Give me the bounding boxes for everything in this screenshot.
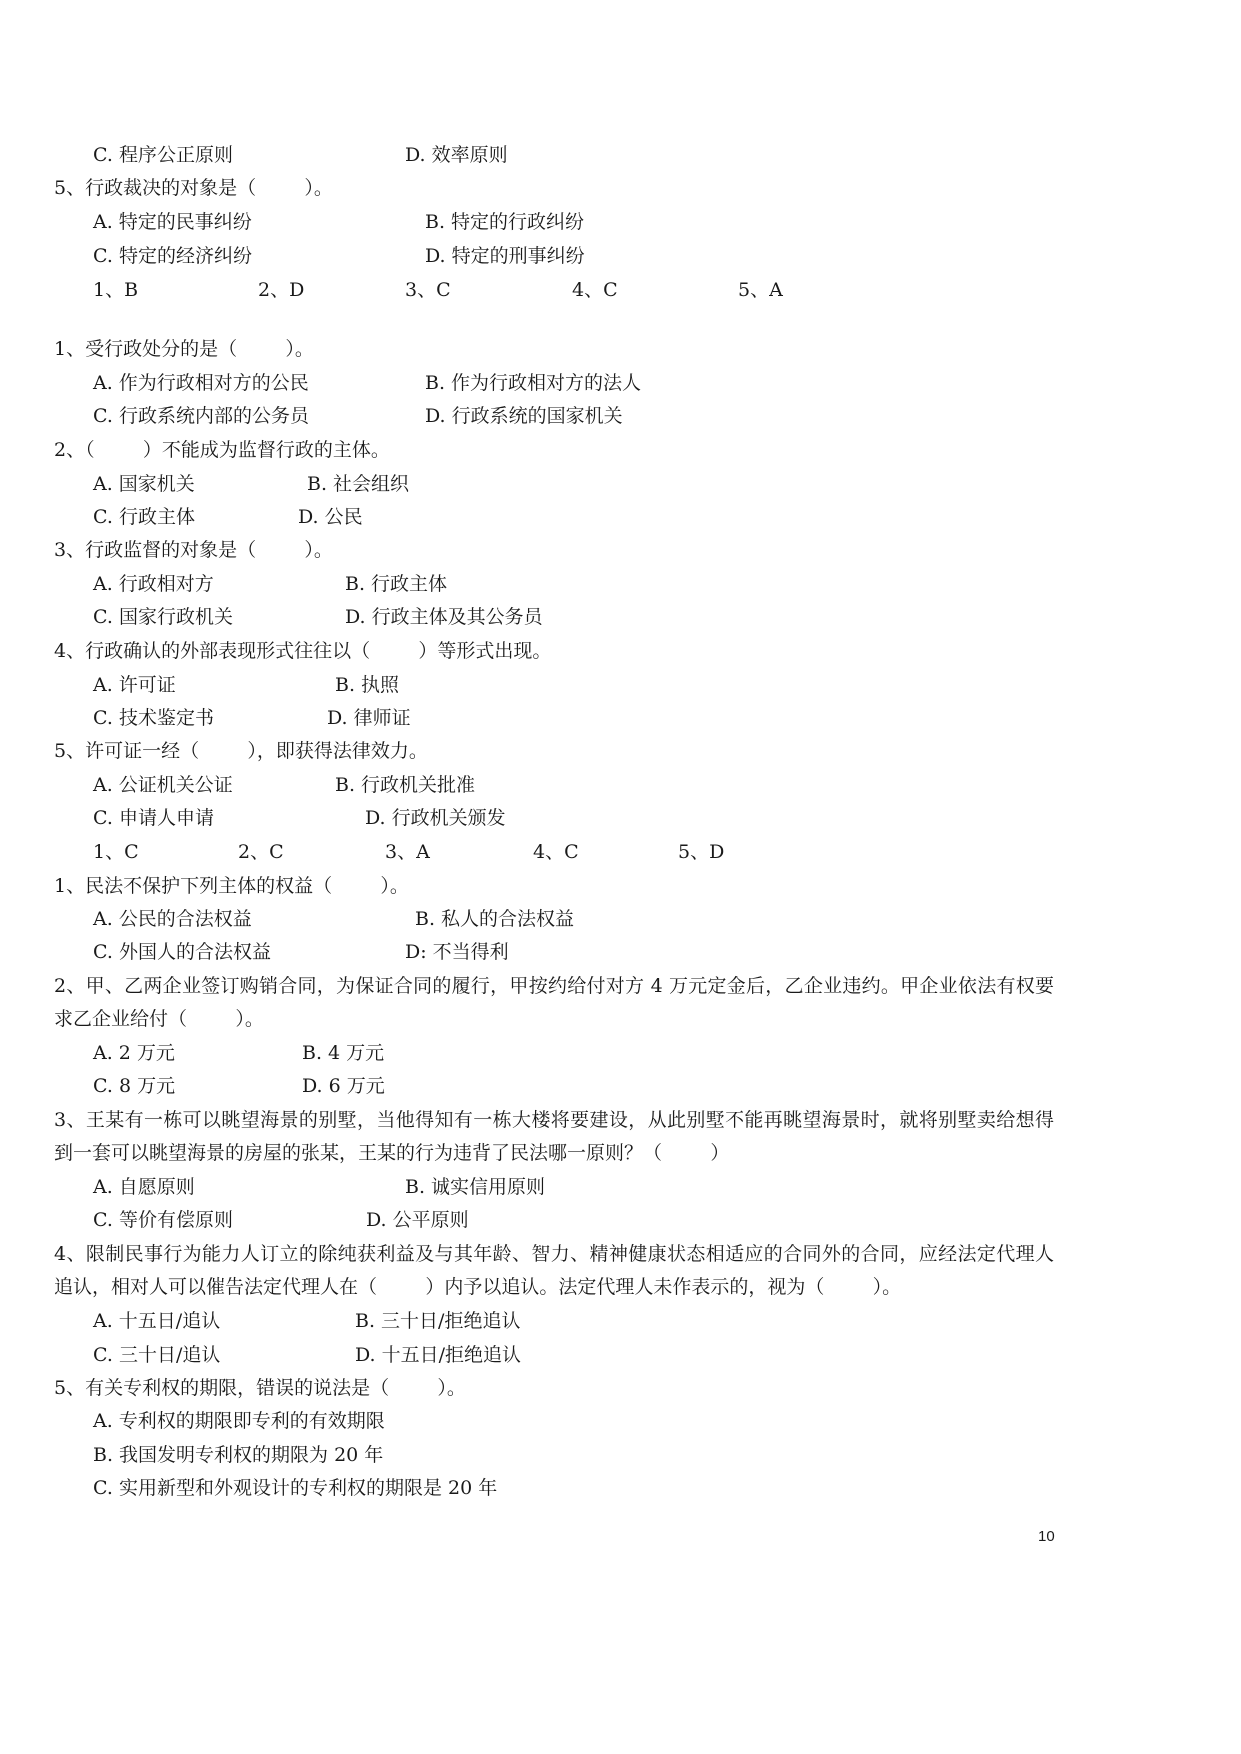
answer-key-item: 5、D — [678, 841, 725, 863]
question-stem: 2、甲、乙两企业签订购销合同，为保证合同的履行，甲按约给付对方 4 万元定金后，乙企业违约。甲企业依法有权要 — [54, 975, 1054, 997]
question-stem: 1、民法不保护下列主体的权益（ ）。 — [54, 875, 409, 897]
option-c: C. 实用新型和外观设计的专利权的期限是 20 年 — [93, 1477, 498, 1499]
options-row — [0, 143, 1241, 167]
option-d: D. 6 万元 — [302, 1075, 385, 1097]
page-number: 10 — [1038, 1528, 1055, 1545]
options-row — [0, 210, 1241, 234]
option-d: D: 不当得利 — [405, 941, 509, 963]
option-c: C. 国家行政机关 — [93, 606, 233, 628]
option-a: A. 2 万元 — [93, 1042, 175, 1064]
options-row — [0, 1175, 1241, 1199]
options-row — [0, 505, 1241, 529]
option-b: B. 社会组织 — [307, 473, 410, 495]
option-a: A. 特定的民事纠纷 — [93, 211, 252, 233]
option-d: D. 行政机关颁发 — [365, 807, 506, 829]
question-stem-continued: 求乙企业给付（ ）。 — [54, 1008, 264, 1030]
options-row — [0, 371, 1241, 395]
answer-key-item: 5、A — [738, 279, 783, 301]
options-row — [0, 1041, 1241, 1065]
option-b: B. 行政主体 — [345, 573, 448, 595]
option-c: C. 技术鉴定书 — [93, 707, 214, 729]
question-stem: 3、王某有一栋可以眺望海景的别墅，当他得知有一栋大楼将要建设，从此别墅不能再眺望海景时，就将别墅卖给想得 — [54, 1109, 1054, 1131]
option-b: B. 我国发明专利权的期限为 20 年 — [93, 1444, 384, 1466]
option-a: A. 公证机关公证 — [93, 774, 233, 796]
question-stem: 2、（ ）不能成为监督行政的主体。 — [54, 439, 390, 461]
options-row — [0, 605, 1241, 629]
option-a: A. 专利权的期限即专利的有效期限 — [93, 1410, 385, 1432]
option-b: B. 4 万元 — [302, 1042, 385, 1064]
answer-key-item: 1、C — [93, 841, 139, 863]
option-a: A. 行政相对方 — [93, 573, 214, 595]
option-d: D. 律师证 — [327, 707, 411, 729]
option-d: D. 效率原则 — [405, 144, 508, 166]
option-b: B. 执照 — [335, 674, 400, 696]
option-b: B. 诚实信用原则 — [405, 1176, 546, 1198]
option-a: A. 国家机关 — [93, 473, 195, 495]
question-stem: 1、受行政处分的是（ ）。 — [54, 338, 314, 360]
option-d: D. 公平原则 — [366, 1209, 469, 1231]
options-row — [0, 907, 1241, 931]
question-stem: 5、有关专利权的期限，错误的说法是（ ）。 — [54, 1377, 466, 1399]
options-row — [0, 404, 1241, 428]
answer-key-row — [0, 840, 1241, 864]
answer-key-item: 4、C — [533, 841, 579, 863]
option-d: D. 公民 — [298, 506, 363, 528]
option-b: B. 作为行政相对方的法人 — [425, 372, 642, 394]
option-c: C. 程序公正原则 — [93, 144, 233, 166]
option-c: C. 行政系统内部的公务员 — [93, 405, 309, 427]
options-row — [0, 244, 1241, 268]
question-stem: 3、行政监督的对象是（ ）。 — [54, 539, 333, 561]
option-c: C. 8 万元 — [93, 1075, 176, 1097]
option-d: D. 十五日/拒绝追认 — [355, 1344, 522, 1366]
question-stem: 4、限制民事行为能力人订立的除纯获利益及与其年龄、智力、精神健康状态相适应的合同外的合同，应经法定代理人 — [54, 1243, 1054, 1265]
option-a: A. 自愿原则 — [93, 1176, 195, 1198]
option-b: B. 三十日/拒绝追认 — [355, 1310, 521, 1332]
options-row — [0, 940, 1241, 964]
options-row — [0, 572, 1241, 596]
options-row — [0, 773, 1241, 797]
answer-key-row — [0, 278, 1241, 302]
options-row — [0, 1074, 1241, 1098]
question-stem-continued: 到一套可以眺望海景的房屋的张某，王某的行为违背了民法哪一原则？（ ） — [54, 1142, 730, 1164]
options-row — [0, 472, 1241, 496]
option-c: C. 行政主体 — [93, 506, 195, 528]
question-stem: 5、行政裁决的对象是（ ）。 — [54, 177, 333, 199]
option-d: D. 行政系统的国家机关 — [425, 405, 623, 427]
answer-key-item: 3、C — [405, 279, 451, 301]
option-a: A. 公民的合法权益 — [93, 908, 252, 930]
options-row — [0, 1208, 1241, 1232]
option-a: A. 许可证 — [93, 674, 176, 696]
option-c: C. 特定的经济纠纷 — [93, 245, 252, 267]
options-row — [0, 1309, 1241, 1333]
options-row — [0, 706, 1241, 730]
option-c: C. 等价有偿原则 — [93, 1209, 233, 1231]
option-b: B. 行政机关批准 — [335, 774, 476, 796]
option-b: B. 私人的合法权益 — [415, 908, 575, 930]
options-row — [0, 806, 1241, 830]
answer-key-item: 2、D — [258, 279, 305, 301]
options-row — [0, 673, 1241, 697]
option-c: C. 申请人申请 — [93, 807, 214, 829]
option-c: C. 外国人的合法权益 — [93, 941, 271, 963]
option-a: A. 十五日/追认 — [93, 1310, 221, 1332]
question-stem-continued: 追认，相对人可以催告法定代理人在（ ）内予以追认。法定代理人未作表示的，视为（ ）。 — [54, 1276, 902, 1298]
question-stem: 4、行政确认的外部表现形式往往以（ ）等形式出现。 — [54, 640, 552, 662]
option-a: A. 作为行政相对方的公民 — [93, 372, 309, 394]
answer-key-item: 4、C — [572, 279, 618, 301]
answer-key-item: 3、A — [385, 841, 430, 863]
option-d: D. 特定的刑事纠纷 — [425, 245, 585, 267]
answer-key-item: 1、B — [93, 279, 139, 301]
option-c: C. 三十日/追认 — [93, 1344, 221, 1366]
options-row — [0, 1343, 1241, 1367]
option-d: D. 行政主体及其公务员 — [345, 606, 543, 628]
question-stem: 5、许可证一经（ ），即获得法律效力。 — [54, 740, 428, 762]
option-b: B. 特定的行政纠纷 — [425, 211, 585, 233]
answer-key-item: 2、C — [238, 841, 284, 863]
